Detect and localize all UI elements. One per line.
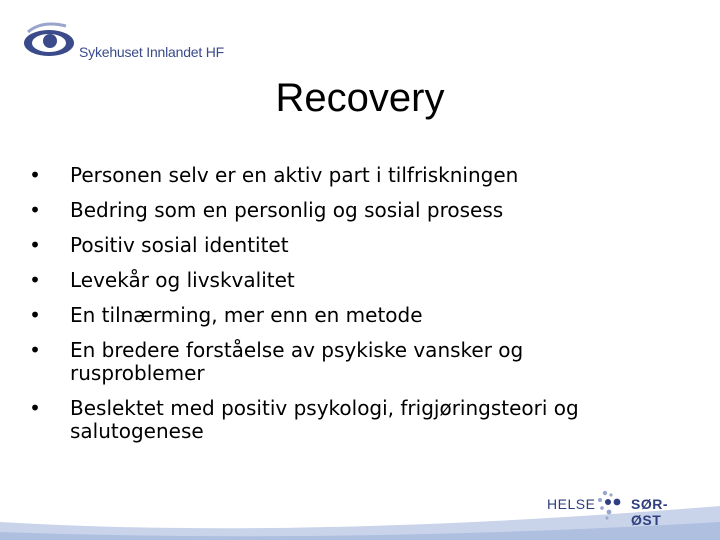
bullet-text: Personen selv er en aktiv part i tilfriskningen (70, 163, 519, 187)
bullet-glyph: • (29, 198, 41, 222)
helse-sor-ost-logo (547, 490, 697, 528)
dots-logo-icon (597, 490, 629, 520)
bullet-glyph: • (29, 268, 41, 292)
bullet-item (28, 269, 648, 292)
bullet-glyph: • (29, 338, 41, 362)
bullet-glyph: • (29, 233, 41, 257)
bullet-item (28, 199, 648, 222)
bullet-item (28, 164, 648, 187)
slide-title: Recovery (275, 76, 445, 120)
bullet-text: Beslektet med positiv psykologi, frigjøringsteori og salutogenese (70, 396, 579, 443)
bullet-item (28, 397, 648, 443)
bullet-text: En bredere forståelse av psykiske vansker og rusproblemer (70, 338, 524, 385)
bullet-item (28, 304, 648, 327)
bullet-glyph: • (29, 163, 41, 187)
bullet-glyph: • (29, 303, 41, 327)
sor-ost-label: SØR-ØST (631, 496, 668, 528)
bullet-list (28, 164, 648, 455)
bullet-glyph: • (29, 396, 41, 420)
eye-logo-icon (22, 18, 78, 68)
bullet-item (28, 234, 648, 257)
bullet-item (28, 339, 648, 385)
helse-label: HELSE (547, 496, 596, 512)
bullet-text: Bedring som en personlig og sosial prosess (70, 198, 504, 222)
bullet-text: Positiv sosial identitet (70, 233, 289, 257)
bullet-text: Levekår og livskvalitet (70, 268, 295, 292)
bullet-text: En tilnærming, mer enn en metode (70, 303, 423, 327)
logo-text: Sykehuset Innlandet HF (79, 44, 225, 60)
sykehuset-innlandet-logo (22, 18, 225, 68)
